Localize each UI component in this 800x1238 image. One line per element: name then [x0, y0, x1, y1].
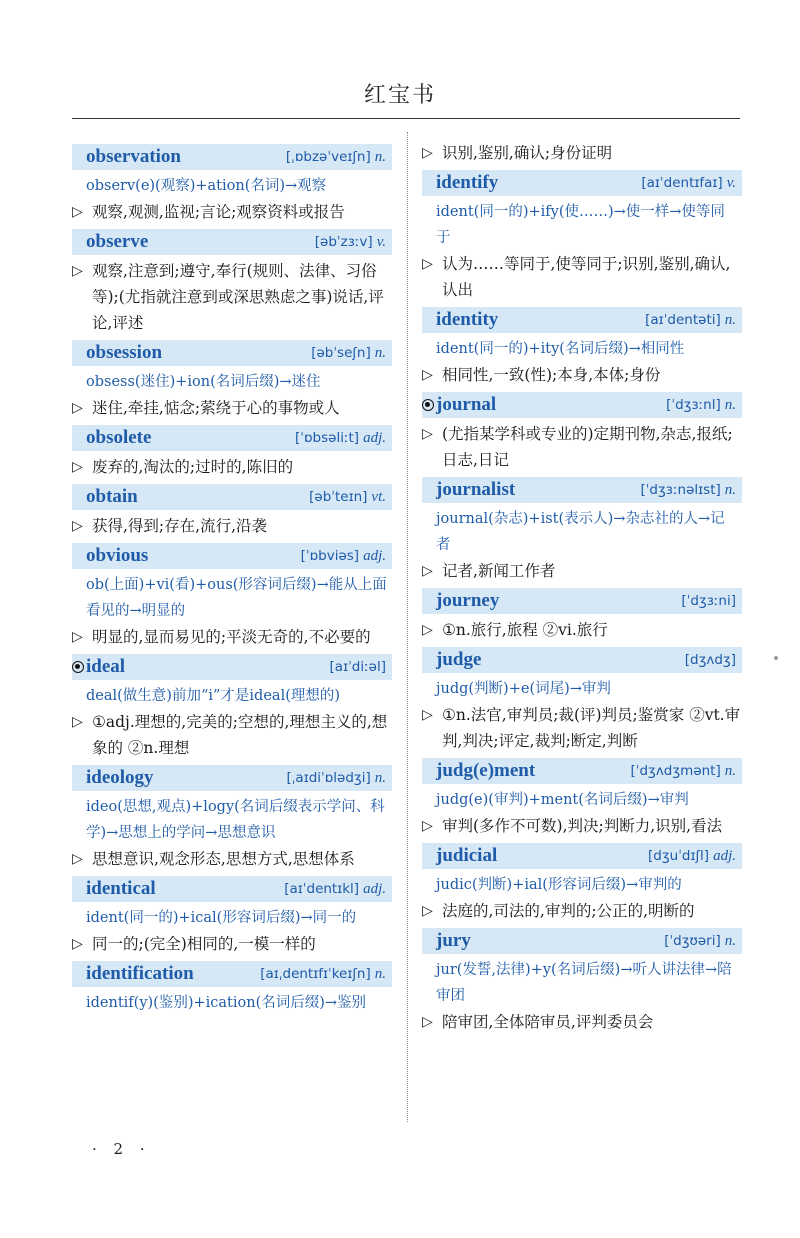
pronunciation — [681, 588, 736, 614]
triangle-bullet-icon: ▷ — [72, 204, 83, 220]
etymology-note: observ(e)(观察)+ation(名词)→观察 — [86, 178, 327, 194]
etymology-note: ident(同一的)+ity(名词后缀)→相同性 — [436, 341, 685, 357]
headword: identify — [436, 172, 499, 193]
definition-text: 识别,鉴别,确认;身份证明 — [442, 144, 613, 162]
pronunciation — [284, 876, 386, 902]
headword: judicial — [436, 845, 498, 866]
pronunciation — [645, 307, 736, 333]
phonetic: [aɪˈdentɪfaɪ] — [641, 175, 723, 191]
triangle-bullet-icon: ▷ — [422, 256, 433, 272]
triangle-bullet-icon: ▷ — [72, 518, 83, 534]
dictionary-entry — [72, 425, 392, 480]
phonetic: [ˈɒbviəs] — [300, 548, 360, 564]
triangle-bullet-icon: ▷ — [72, 629, 83, 645]
phonetic: [ˈdʒʌdʒmənt] — [630, 763, 721, 779]
pronunciation — [648, 843, 736, 869]
definition — [422, 1009, 742, 1035]
entry-headword-bar — [72, 340, 392, 366]
triangle-bullet-icon: ▷ — [422, 818, 433, 834]
triangle-bullet-icon: ▷ — [72, 714, 83, 730]
headword-group — [86, 543, 148, 569]
key-word-marker-icon — [422, 399, 434, 411]
etymology-note: judg(e)(审判)+ment(名词后缀)→审判 — [436, 792, 689, 808]
part-of-speech: n. — [724, 397, 736, 413]
dictionary-entry — [72, 876, 392, 957]
definition-text: ①adj.理想的,完美的;空想的,理想主义的,想象的 ②n.理想 — [92, 713, 388, 757]
headword: journal — [436, 394, 497, 415]
phonetic: [ˌaɪdiˈɒlədʒi] — [286, 770, 371, 786]
dictionary-entry — [422, 758, 742, 839]
definition-text: 迷住,牵挂,惦念;萦绕于心的事物或人 — [92, 399, 340, 417]
phonetic: [ˈdʒɜːnl] — [666, 397, 721, 413]
definition — [422, 898, 742, 924]
part-of-speech: n. — [374, 345, 386, 361]
headword: judge — [436, 649, 482, 670]
phonetic: [ˌɒbzəˈveɪʃn] — [285, 149, 371, 165]
dictionary-entry — [422, 140, 742, 166]
definition-text: 思想意识,观念形态,思想方式,思想体系 — [92, 850, 355, 868]
definition-text: 明显的,显而易见的;平淡无奇的,不必要的 — [92, 628, 371, 646]
pronunciation — [295, 425, 386, 451]
headword-group — [436, 170, 498, 196]
headword-group — [86, 876, 156, 902]
pronunciation — [286, 144, 386, 170]
definition — [422, 702, 742, 754]
margin-dot — [774, 656, 778, 660]
pronunciation — [666, 392, 736, 418]
definition-text: 认为……等同于,使等同于;识别,鉴别,确认,认出 — [442, 255, 731, 299]
entry-headword-bar — [72, 543, 392, 569]
part-of-speech: n. — [724, 763, 736, 779]
headword-group — [436, 758, 535, 784]
etymology-note: identif(y)(鉴别)+ication(名词后缀)→鉴别 — [86, 995, 367, 1011]
triangle-bullet-icon: ▷ — [72, 400, 83, 416]
triangle-bullet-icon: ▷ — [422, 903, 433, 919]
headword-group — [436, 307, 498, 333]
headword-group — [86, 340, 162, 366]
dictionary-entry — [422, 928, 742, 1035]
etymology-note: journal(杂志)+ist(表示人)→杂志社的人→记者 — [436, 511, 725, 553]
pronunciation — [311, 340, 386, 366]
dictionary-entry — [422, 307, 742, 388]
definition-text: 相同性,一致(性);本身,本体;身份 — [442, 366, 661, 384]
triangle-bullet-icon: ▷ — [72, 936, 83, 952]
triangle-bullet-icon: ▷ — [422, 563, 433, 579]
triangle-bullet-icon: ▷ — [422, 622, 433, 638]
entry-headword-bar — [72, 961, 392, 987]
phonetic: [dʒuˈdɪʃl] — [648, 848, 710, 864]
triangle-bullet-icon: ▷ — [422, 367, 433, 383]
entry-headword-bar — [72, 654, 392, 680]
headword: obsolete — [86, 427, 152, 448]
headword: identity — [436, 309, 499, 330]
definition — [72, 395, 392, 421]
triangle-bullet-icon: ▷ — [422, 145, 433, 161]
part-of-speech: n. — [374, 966, 386, 982]
headword-group — [436, 928, 471, 954]
entry-headword-bar — [422, 647, 742, 673]
definition — [422, 617, 742, 643]
definition — [72, 931, 392, 957]
phonetic: [ˈdʒʊəri] — [664, 933, 721, 949]
definition — [422, 251, 742, 303]
etymology-note: judg(判断)+e(词尾)→审判 — [436, 681, 611, 697]
phonetic: [əbˈzɜːv] — [314, 234, 373, 250]
headword-group — [86, 229, 148, 255]
part-of-speech: v. — [726, 175, 736, 191]
headword: identification — [86, 963, 194, 984]
triangle-bullet-icon: ▷ — [422, 707, 433, 723]
part-of-speech: adj. — [363, 548, 386, 564]
part-of-speech: n. — [724, 933, 736, 949]
entry-headword-bar — [72, 144, 392, 170]
headword: obsession — [86, 342, 163, 363]
part-of-speech: n. — [724, 312, 736, 328]
dictionary-entry — [72, 229, 392, 336]
etymology-note: judic(判断)+ial(形容词后缀)→审判的 — [436, 877, 682, 893]
dictionary-entry — [422, 170, 742, 303]
dictionary-entry — [72, 484, 392, 539]
entry-headword-bar — [422, 588, 742, 614]
dictionary-entry — [72, 543, 392, 650]
page-number: · 2 · — [92, 1140, 151, 1158]
headword-group — [72, 654, 125, 680]
definition — [72, 199, 392, 225]
pronunciation — [330, 654, 386, 680]
entry-headword-bar — [422, 307, 742, 333]
definition-text: 获得,得到;存在,流行,沿袭 — [92, 517, 268, 535]
definition — [72, 846, 392, 872]
headword-group — [86, 484, 138, 510]
definition-text: 陪审团,全体陪审员,评判委员会 — [442, 1013, 654, 1031]
headword-group — [436, 588, 499, 614]
entry-headword-bar — [72, 765, 392, 791]
phonetic: [aɪˈdiːəl] — [329, 659, 386, 675]
definition-text: (尤指某学科或专业的)定期刊物,杂志,报纸;日志,日记 — [442, 425, 733, 469]
dictionary-entry — [72, 144, 392, 225]
etymology-note: ideo(思想,观点)+logy(名词后缀表示学问、科学)→思想上的学问→思想意识 — [86, 799, 385, 841]
entry-headword-bar — [422, 392, 742, 418]
definition — [72, 709, 392, 761]
phonetic: [ˈdʒɜːni] — [681, 593, 736, 609]
entry-headword-bar — [422, 758, 742, 784]
definition — [422, 558, 742, 584]
headword: obvious — [86, 545, 149, 566]
headword: observation — [86, 146, 181, 167]
phonetic: [ˈdʒɜːnəlɪst] — [640, 482, 721, 498]
definition — [72, 454, 392, 480]
pronunciation — [286, 765, 386, 791]
entry-headword-bar — [72, 484, 392, 510]
entry-headword-bar — [422, 843, 742, 869]
phonetic: [aɪˈdentəti] — [645, 312, 721, 328]
entry-headword-bar — [422, 928, 742, 954]
phonetic: [əbˈteɪn] — [309, 489, 368, 505]
definition-text: 观察,观测,监视;言论;观察资料或报告 — [92, 203, 345, 221]
entry-headword-bar — [72, 229, 392, 255]
entry-headword-bar — [72, 876, 392, 902]
definition-text: 废弃的,淘汰的;过时的,陈旧的 — [92, 458, 294, 476]
dictionary-entry — [422, 477, 742, 584]
headword: judg(e)ment — [436, 760, 536, 781]
headword-group — [436, 647, 481, 673]
dictionary-entry — [422, 392, 742, 473]
definition — [72, 624, 392, 650]
dictionary-entry — [422, 647, 742, 754]
phonetic: [əbˈseʃn] — [311, 345, 371, 361]
triangle-bullet-icon: ▷ — [72, 459, 83, 475]
pronunciation — [630, 758, 736, 784]
definition — [422, 362, 742, 388]
dictionary-entry — [72, 654, 392, 761]
pronunciation — [640, 477, 736, 503]
headword: journalist — [436, 479, 516, 500]
etymology-note: ident(同一的)+ify(使……)→使一样→使等同于 — [436, 204, 725, 246]
definition-text: ①n.旅行,旅程 ②vi.旅行 — [442, 621, 608, 639]
headword: ideal — [86, 656, 126, 677]
etymology-note: deal(做生意)前加“i”才是ideal(理想的) — [86, 688, 341, 704]
dictionary-entry — [422, 588, 742, 643]
headword: ideology — [86, 767, 154, 788]
dictionary-entry — [422, 843, 742, 924]
phonetic: [dʒʌdʒ] — [684, 652, 736, 668]
headword-group — [86, 144, 181, 170]
part-of-speech: adj. — [363, 430, 386, 446]
header-rule — [72, 118, 740, 119]
headword-group — [436, 477, 515, 503]
pronunciation — [309, 484, 386, 510]
column-divider — [407, 132, 408, 1122]
definition — [72, 258, 392, 336]
entry-headword-bar — [72, 425, 392, 451]
running-title: 红宝书 — [363, 83, 436, 108]
headword-group — [422, 392, 496, 418]
definition-text: 审判(多作不可数),判决;判断力,识别,看法 — [442, 817, 723, 835]
headword: obtain — [86, 486, 138, 507]
part-of-speech: n. — [374, 770, 386, 786]
dictionary-entry — [72, 765, 392, 872]
part-of-speech: adj. — [713, 848, 736, 864]
etymology-note: ob(上面)+vi(看)+ous(形容词后缀)→能从上面看见的→明显的 — [86, 577, 387, 619]
part-of-speech: n. — [724, 482, 736, 498]
dictionary-entry — [72, 961, 392, 1016]
entry-headword-bar — [422, 170, 742, 196]
triangle-bullet-icon: ▷ — [422, 1014, 433, 1030]
right-column — [422, 140, 742, 1035]
definition — [422, 813, 742, 839]
etymology-note: jur(发誓,法律)+y(名词后缀)→听人讲法律→陪审团 — [436, 962, 732, 1004]
etymology-note: obsess(迷住)+ion(名词后缀)→迷住 — [86, 374, 321, 390]
triangle-bullet-icon: ▷ — [72, 851, 83, 867]
phonetic: [aɪˈdentɪkl] — [284, 881, 360, 897]
headword: jury — [436, 930, 471, 951]
phonetic: [aɪˌdentɪfɪˈkeɪʃn] — [260, 966, 371, 982]
pronunciation — [664, 928, 736, 954]
headword-group — [436, 843, 497, 869]
definition-text: 法庭的,司法的,审判的;公正的,明断的 — [442, 902, 695, 920]
part-of-speech: adj. — [363, 881, 386, 897]
definition-text: 观察,注意到;遵守,奉行(规则、法律、习俗等);(尤指就注意到或深思熟虑之事)说话,评论,评述 — [92, 262, 384, 332]
phonetic: [ˈɒbsəliːt] — [295, 430, 360, 446]
pronunciation — [641, 170, 736, 196]
key-word-marker-icon — [72, 661, 84, 673]
part-of-speech: n. — [374, 149, 386, 165]
headword-group — [86, 765, 154, 791]
triangle-bullet-icon: ▷ — [422, 426, 433, 442]
entry-headword-bar — [422, 477, 742, 503]
definition-text: ①n.法官,审判员;裁(评)判员;鉴赏家 ②vt.审判,判决;评定,裁判;断定,判断 — [442, 706, 741, 750]
dictionary-entry — [72, 340, 392, 421]
pronunciation — [685, 647, 736, 673]
headword: identical — [86, 878, 156, 899]
etymology-note: ident(同一的)+ical(形容词后缀)→同一的 — [86, 910, 357, 926]
triangle-bullet-icon: ▷ — [72, 263, 83, 279]
headword: observe — [86, 231, 149, 252]
headword: journey — [436, 590, 500, 611]
left-column — [72, 140, 392, 1016]
pronunciation — [315, 229, 386, 255]
part-of-speech: v. — [376, 234, 386, 250]
headword-group — [86, 961, 194, 987]
definition — [422, 421, 742, 473]
definition — [72, 513, 392, 539]
pronunciation — [301, 543, 386, 569]
definition — [422, 140, 742, 166]
definition-text: 记者,新闻工作者 — [442, 562, 556, 580]
headword-group — [86, 425, 151, 451]
part-of-speech: vt. — [371, 489, 386, 505]
definition-text: 同一的;(完全)相同的,一模一样的 — [92, 935, 316, 953]
pronunciation — [260, 961, 386, 987]
